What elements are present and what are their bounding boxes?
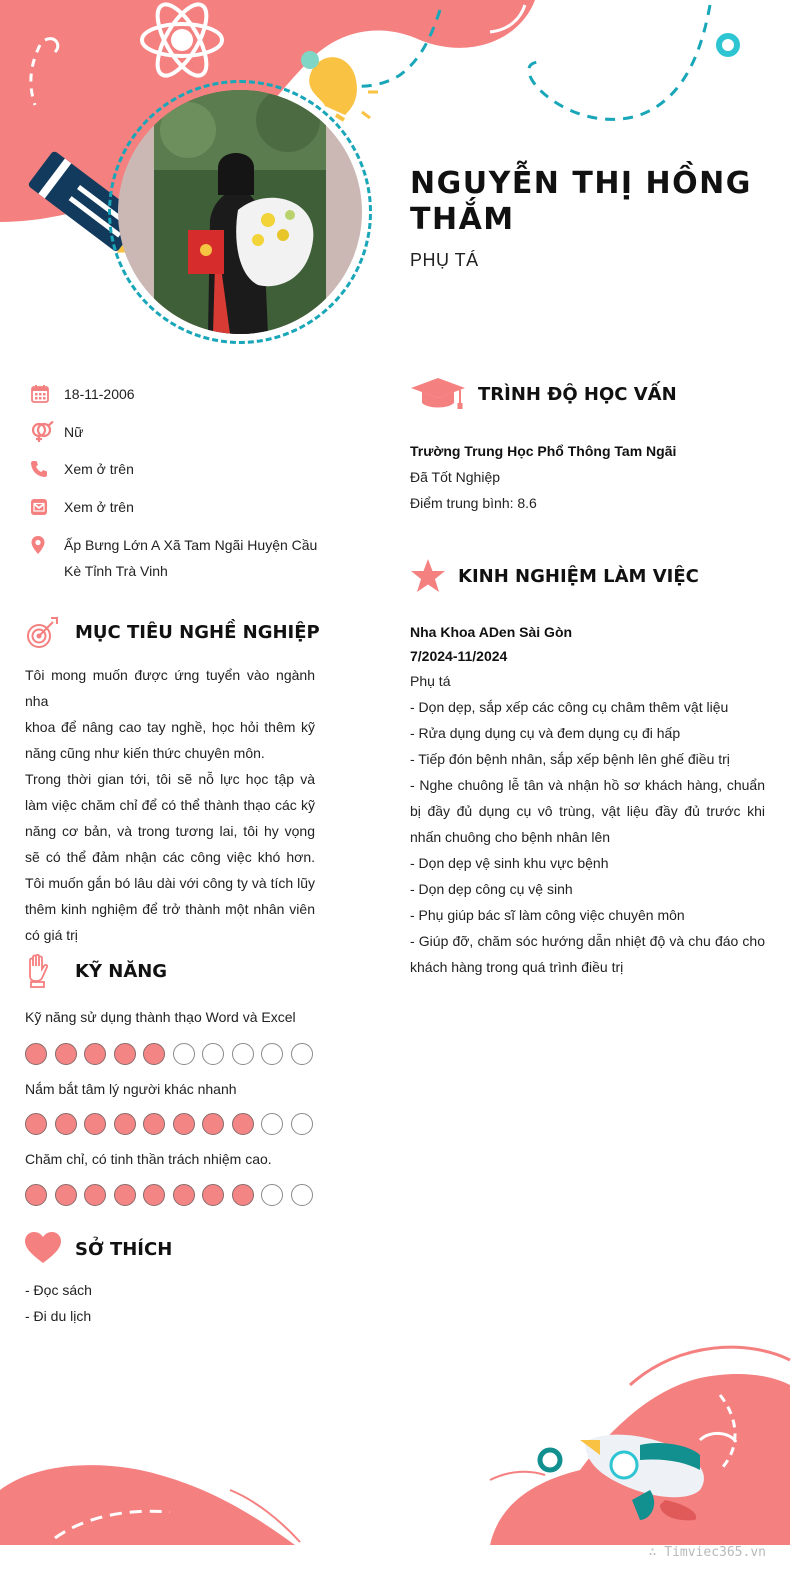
rating-dot: [173, 1043, 195, 1065]
rating-dot: [202, 1184, 224, 1206]
candidate-name: NGUYỄN THỊ HỒNG THẮM: [410, 166, 752, 237]
hobbies-list: [25, 1277, 92, 1329]
heart-icon: [25, 1232, 75, 1266]
rating-dot: [84, 1184, 106, 1206]
objective-title: MỤC TIÊU NGHỀ NGHIỆP: [75, 621, 320, 643]
duty-item: - Rửa dụng dụng cụ và đem dụng cụ đi hấp: [410, 725, 681, 741]
rating-dot: [291, 1043, 313, 1065]
rating-dot: [143, 1043, 165, 1065]
objective-body: [25, 662, 315, 948]
skill-rating: [25, 1184, 325, 1206]
hobby-item: - Đi du lịch: [25, 1308, 92, 1324]
rating-dot: [84, 1043, 106, 1065]
rating-dot: [261, 1113, 283, 1135]
location-pin-icon: [30, 532, 64, 558]
rating-dot: [143, 1184, 165, 1206]
rating-dot: [173, 1184, 195, 1206]
rating-dot: [114, 1113, 136, 1135]
experience-title: KINH NGHIỆM LÀM VIỆC: [458, 565, 699, 587]
info-row-phone: [30, 456, 330, 482]
skill-name: Kỹ năng sử dụng thành thạo Word và Excel: [25, 1009, 296, 1025]
duty-item: - Nghe chuông lễ tân và nhận hồ sơ khách hàng, chuẩn bị đầy đủ dụng cụ vô trùng, vật liệu đầy đủ trước khi nhấn chuông cho bệnh nhân lên: [410, 777, 765, 845]
skill-rating: [25, 1113, 325, 1135]
info-row-email: [30, 494, 330, 520]
rating-dot: [114, 1184, 136, 1206]
gender-text: Nữ: [64, 424, 84, 440]
star-icon: [410, 558, 458, 594]
skills-title: KỸ NĂNG: [75, 960, 168, 982]
hobby-item: - Đọc sách: [25, 1282, 92, 1298]
rating-dot: [84, 1113, 106, 1135]
duty-item: - Dọn dẹp vệ sinh khu vực bệnh: [410, 855, 609, 871]
rating-dot: [291, 1113, 313, 1135]
info-row-address: [30, 532, 330, 584]
duty-item: - Giúp đỡ, chăm sóc hướng dẫn nhiệt độ và chu đáo cho khách hàng trong quá trình điều trị: [410, 933, 765, 975]
experience-heading: [410, 558, 699, 594]
email-text: Xem ở trên: [64, 499, 134, 515]
education-heading: [410, 376, 677, 412]
graduation-cap-icon: [410, 376, 478, 412]
rating-dot: [25, 1113, 47, 1135]
rating-dot: [202, 1043, 224, 1065]
rating-dot: [55, 1113, 77, 1135]
rating-dot: [232, 1113, 254, 1135]
education-title: TRÌNH ĐỘ HỌC VẤN: [478, 383, 677, 405]
rating-dot: [202, 1113, 224, 1135]
duty-item: - Dọn dẹp, sắp xếp các công cụ châm thêm vật liệu: [410, 699, 729, 715]
watermark: ∴ Timviec365.vn: [648, 1545, 766, 1560]
rating-dot: [25, 1184, 47, 1206]
job-title: PHỤ TÁ: [410, 250, 479, 270]
skill-name: Nắm bắt tâm lý người khác nhanh: [25, 1081, 237, 1097]
hobbies-heading: [25, 1232, 172, 1266]
skill-name: Chăm chỉ, có tinh thần trách nhiệm cao.: [25, 1151, 272, 1167]
hand-icon: [25, 954, 75, 988]
target-icon: [25, 614, 75, 650]
rating-dot: [173, 1113, 195, 1135]
info-row-birthdate: [30, 381, 330, 407]
school-name: Trường Trung Học Phổ Thông Tam Ngãi: [410, 443, 677, 459]
education-body: [410, 438, 780, 516]
work-position: Phụ tá: [410, 673, 451, 689]
education-gpa: Điểm trung bình: 8.6: [410, 495, 537, 511]
duty-item: - Dọn dẹp công cụ vệ sinh: [410, 881, 573, 897]
phone-text: Xem ở trên: [64, 461, 134, 477]
calendar-icon: [30, 381, 64, 407]
education-status: Đã Tốt Nghiệp: [410, 469, 501, 485]
rating-dot: [55, 1184, 77, 1206]
work-period: 7/2024-11/2024: [410, 648, 508, 664]
rocket-icon: [580, 1435, 704, 1521]
avatar: [118, 90, 362, 334]
rating-dot: [232, 1184, 254, 1206]
rating-dot: [25, 1043, 47, 1065]
mail-icon: [30, 494, 64, 520]
duty-item: - Phụ giúp bác sĩ làm công việc chuyên môn: [410, 907, 685, 923]
skills-list: [25, 1004, 325, 1206]
rating-dot: [114, 1043, 136, 1065]
gender-icon: [30, 419, 64, 445]
address-text: Ấp Bưng Lớn A Xã Tam Ngãi Huyện Cầu Kè Tỉnh Trà Vinh: [64, 537, 318, 579]
objective-heading: [25, 614, 320, 650]
rating-dot: [261, 1043, 283, 1065]
birthdate-text: 18-11-2006: [64, 386, 135, 402]
objective-paragraph: khoa để nâng cao tay nghề, học hỏi thêm kỹ năng cũng như kiến thức chuyên môn.: [25, 719, 315, 761]
skills-heading: [25, 954, 167, 988]
rating-dot: [143, 1113, 165, 1135]
rating-dot: [291, 1184, 313, 1206]
rating-dot: [232, 1043, 254, 1065]
experience-body: [410, 620, 765, 980]
phone-icon: [30, 456, 64, 482]
skill-rating: [25, 1043, 325, 1065]
objective-paragraph: Tôi mong muốn được ứng tuyển vào ngành nha: [25, 667, 315, 709]
duty-item: - Tiếp đón bệnh nhân, sắp xếp bệnh lên ghế điều trị: [410, 751, 730, 767]
rating-dot: [55, 1043, 77, 1065]
rating-dot: [261, 1184, 283, 1206]
hobbies-title: SỞ THÍCH: [75, 1238, 173, 1260]
info-row-gender: [30, 419, 330, 445]
objective-paragraph: Trong thời gian tới, tôi sẽ nỗ lực học tập và làm việc chăm chỉ để có thể thành thạo các kỹ năng cơ bản, và trong tương lai, tôi hy vọng sẽ có thể đảm nhận các công việc khó hơn. Tôi muốn gắn bó lâu dài với công ty và tích lũy thêm kinh nghiệm để trở thành một nhân viên có giá trị: [25, 771, 315, 943]
company-name: Nha Khoa ADen Sài Gòn: [410, 624, 573, 640]
